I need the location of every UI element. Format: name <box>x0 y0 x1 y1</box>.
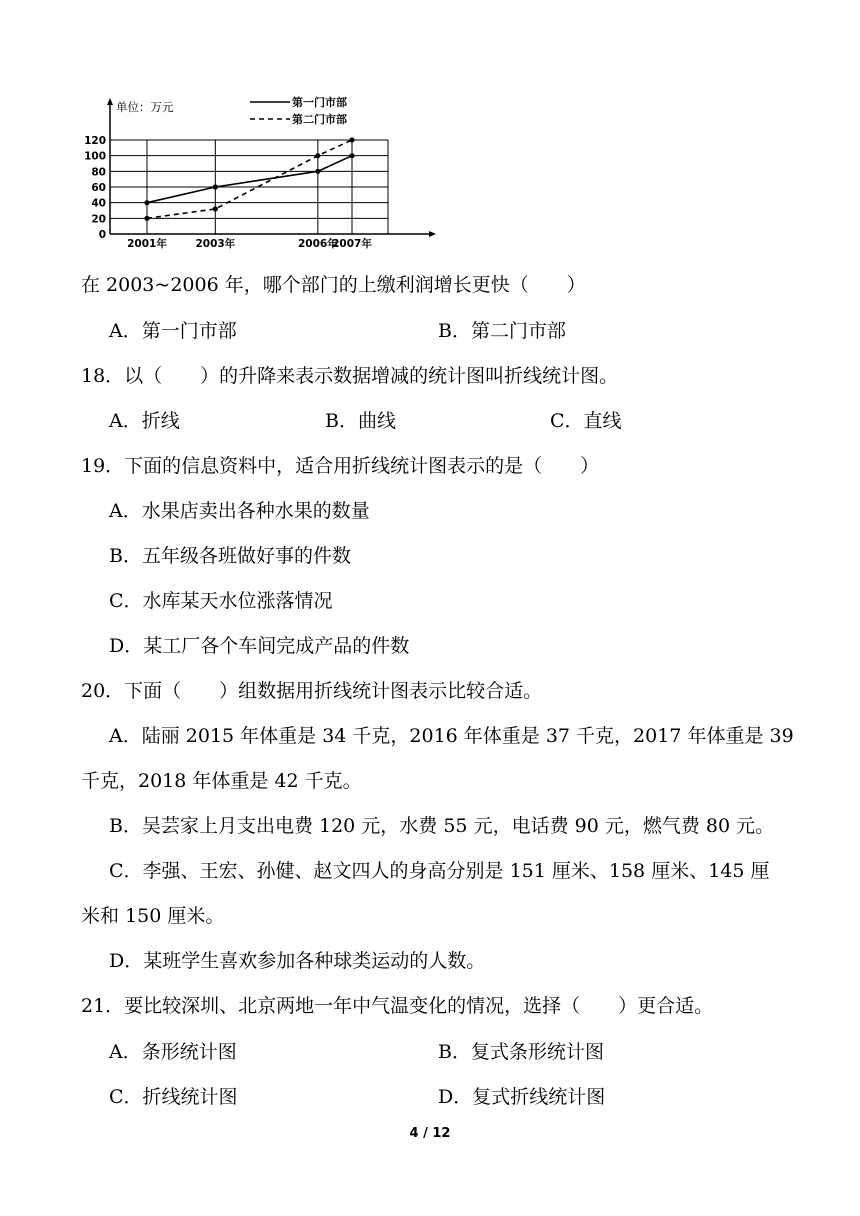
q20-option-c-cont: 米和 150 厘米。 <box>81 905 225 927</box>
data-point <box>315 169 320 174</box>
q20-option-c: C．李强、王宏、孙健、赵文四人的身高分别是 151 厘米、158 厘米、145 厘 <box>109 860 770 882</box>
y-axis-arrow <box>107 98 113 105</box>
q21-option-c: C．折线统计图 <box>109 1086 238 1108</box>
data-point <box>349 153 354 158</box>
y-tick-label: 120 <box>84 135 106 147</box>
q18-option-c: C．直线 <box>550 410 622 432</box>
y-tick-label: 40 <box>91 197 106 210</box>
q20-option-a-cont: 千克，2018 年体重是 42 千克。 <box>81 770 362 792</box>
q20-option-b: B．吴芸家上月支出电费 120 元，水费 55 元，电话费 90 元，燃气费 80 元。 <box>109 815 775 837</box>
series-line-second-store <box>147 140 352 218</box>
question-19-stem: 19．下面的信息资料中，适合用折线统计图表示的是（ ） <box>81 455 600 477</box>
question-21-stem: 21．要比较深圳、北京两地一年中气温变化的情况，选择（ ）更合适。 <box>81 995 714 1017</box>
x-tick-label: 2001年 <box>127 238 167 250</box>
data-point <box>315 153 320 158</box>
series-line-first-store <box>147 156 352 203</box>
data-point <box>213 206 218 211</box>
q18-option-b: B．曲线 <box>325 410 396 432</box>
data-point <box>349 137 354 142</box>
question-18-stem: 18．以（ ）的升降来表示数据增减的统计图叫折线统计图。 <box>81 365 619 387</box>
q21-option-b: B．复式条形统计图 <box>438 1041 604 1063</box>
y-tick-label: 20 <box>91 213 106 226</box>
x-tick-label: 2006年 <box>297 238 338 250</box>
q21-option-d: D．复式折线统计图 <box>438 1086 606 1108</box>
x-tick-label: 2003年 <box>195 238 236 250</box>
y-tick-label: 100 <box>84 150 106 163</box>
q19-option-d: D．某工厂各个车间完成产品的件数 <box>109 635 410 657</box>
chart-svg <box>80 92 440 252</box>
page-number: 4 / 12 <box>409 1126 451 1141</box>
q19-option-c: C．水库某天水位涨落情况 <box>109 590 333 612</box>
data-point <box>213 184 218 189</box>
q19-option-a: A．水果店卖出各种水果的数量 <box>109 500 370 522</box>
q18-option-a: A．折线 <box>109 410 180 432</box>
question-17-stem: 在 2003~2006 年，哪个部门的上缴利润增长更快（ ） <box>81 274 586 296</box>
legend-label: 第一门市部 <box>292 96 347 109</box>
line-chart <box>80 92 440 252</box>
q17-option-a: A．第一门市部 <box>109 320 237 342</box>
legend-label: 第二门市部 <box>292 113 347 126</box>
q20-option-a: A．陆丽 2015 年体重是 34 千克，2016 年体重是 37 千克，2017 年体重是 39 <box>109 725 794 747</box>
x-tick-label: 2007年 <box>332 238 372 250</box>
question-20-stem: 20．下面（ ）组数据用折线统计图表示比较合适。 <box>81 680 543 702</box>
data-point <box>144 200 149 205</box>
q21-option-a: A．条形统计图 <box>109 1041 237 1063</box>
q17-option-b: B．第二门市部 <box>438 320 566 342</box>
y-tick-label: 0 <box>98 229 106 241</box>
y-tick-label: 80 <box>91 166 106 179</box>
unit-label: 单位：万元 <box>116 100 174 114</box>
x-axis-arrow <box>429 231 436 237</box>
data-point <box>144 216 149 221</box>
y-tick-label: 60 <box>91 182 106 194</box>
q19-option-b: B．五年级各班做好事的件数 <box>109 545 351 567</box>
q20-option-d: D．某班学生喜欢参加各种球类运动的人数。 <box>109 950 486 972</box>
